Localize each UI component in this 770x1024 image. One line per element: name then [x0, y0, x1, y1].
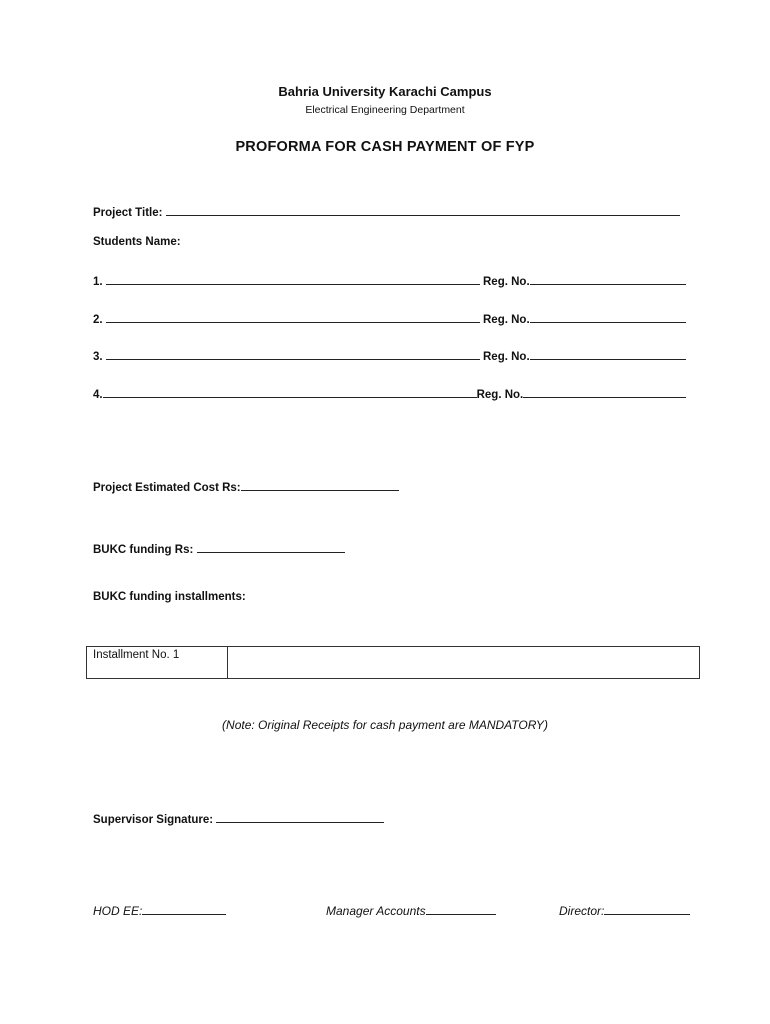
installment-value-cell[interactable]: [228, 647, 700, 679]
director-signature-field[interactable]: [604, 903, 690, 915]
form-title: PROFORMA FOR CASH PAYMENT OF FYP: [235, 139, 535, 155]
student-number: 2.: [93, 314, 103, 326]
hod-label: HOD EE:: [93, 904, 143, 918]
student-number: 1.: [93, 276, 103, 288]
reg-no-label: Reg. No.: [483, 276, 530, 288]
manager-label: Manager Accounts: [326, 904, 426, 918]
supervisor-signature-label: Supervisor Signature:: [93, 814, 214, 826]
student-name-field[interactable]: [106, 348, 480, 360]
student-row: [93, 273, 686, 288]
reg-no-label: Reg. No.: [476, 389, 524, 401]
reg-no-label: Reg. No.: [483, 314, 530, 326]
estimated-cost-row: [93, 479, 399, 494]
university-name: Bahria University Karachi Campus: [278, 84, 492, 99]
director-signature-row: [559, 903, 690, 918]
reg-no-field[interactable]: [530, 348, 686, 360]
student-row: [93, 348, 686, 363]
students-name-label: Students Name:: [93, 236, 181, 248]
project-title-row: [93, 204, 680, 219]
reg-no-field[interactable]: [523, 386, 686, 398]
table-row: [87, 647, 700, 679]
bukc-funding-row: [93, 541, 345, 556]
estimated-cost-field[interactable]: [241, 479, 399, 491]
reg-no-field[interactable]: [530, 311, 686, 323]
student-row: [93, 311, 686, 326]
estimated-cost-label: Project Estimated Cost Rs:: [93, 482, 241, 494]
installments-table: [86, 646, 700, 679]
manager-signature-field[interactable]: [426, 903, 496, 915]
bukc-funding-field[interactable]: [197, 541, 345, 553]
installment-label-cell: Installment No. 1: [87, 647, 228, 679]
bukc-installments-label: BUKC funding installments:: [93, 591, 246, 603]
hod-signature-field[interactable]: [142, 903, 226, 915]
project-title-label: Project Title:: [93, 207, 163, 219]
department-name: Electrical Engineering Department: [305, 104, 465, 116]
student-number: 4.: [93, 389, 103, 401]
mandatory-note: (Note: Original Receipts for cash payment are MANDATORY): [222, 718, 548, 732]
student-name-field[interactable]: [106, 273, 480, 285]
student-name-field[interactable]: [106, 311, 480, 323]
project-title-field[interactable]: [166, 204, 680, 216]
bukc-funding-label: BUKC funding Rs:: [93, 544, 194, 556]
hod-signature-row: [93, 903, 226, 918]
reg-no-field[interactable]: [530, 273, 686, 285]
student-number: 3.: [93, 351, 103, 363]
reg-no-label: Reg. No.: [483, 351, 530, 363]
manager-signature-row: [326, 903, 496, 918]
student-row: [93, 386, 686, 401]
director-label: Director:: [559, 904, 605, 918]
supervisor-signature-row: [93, 811, 384, 826]
supervisor-signature-field[interactable]: [216, 811, 384, 823]
student-name-field[interactable]: [103, 386, 477, 398]
